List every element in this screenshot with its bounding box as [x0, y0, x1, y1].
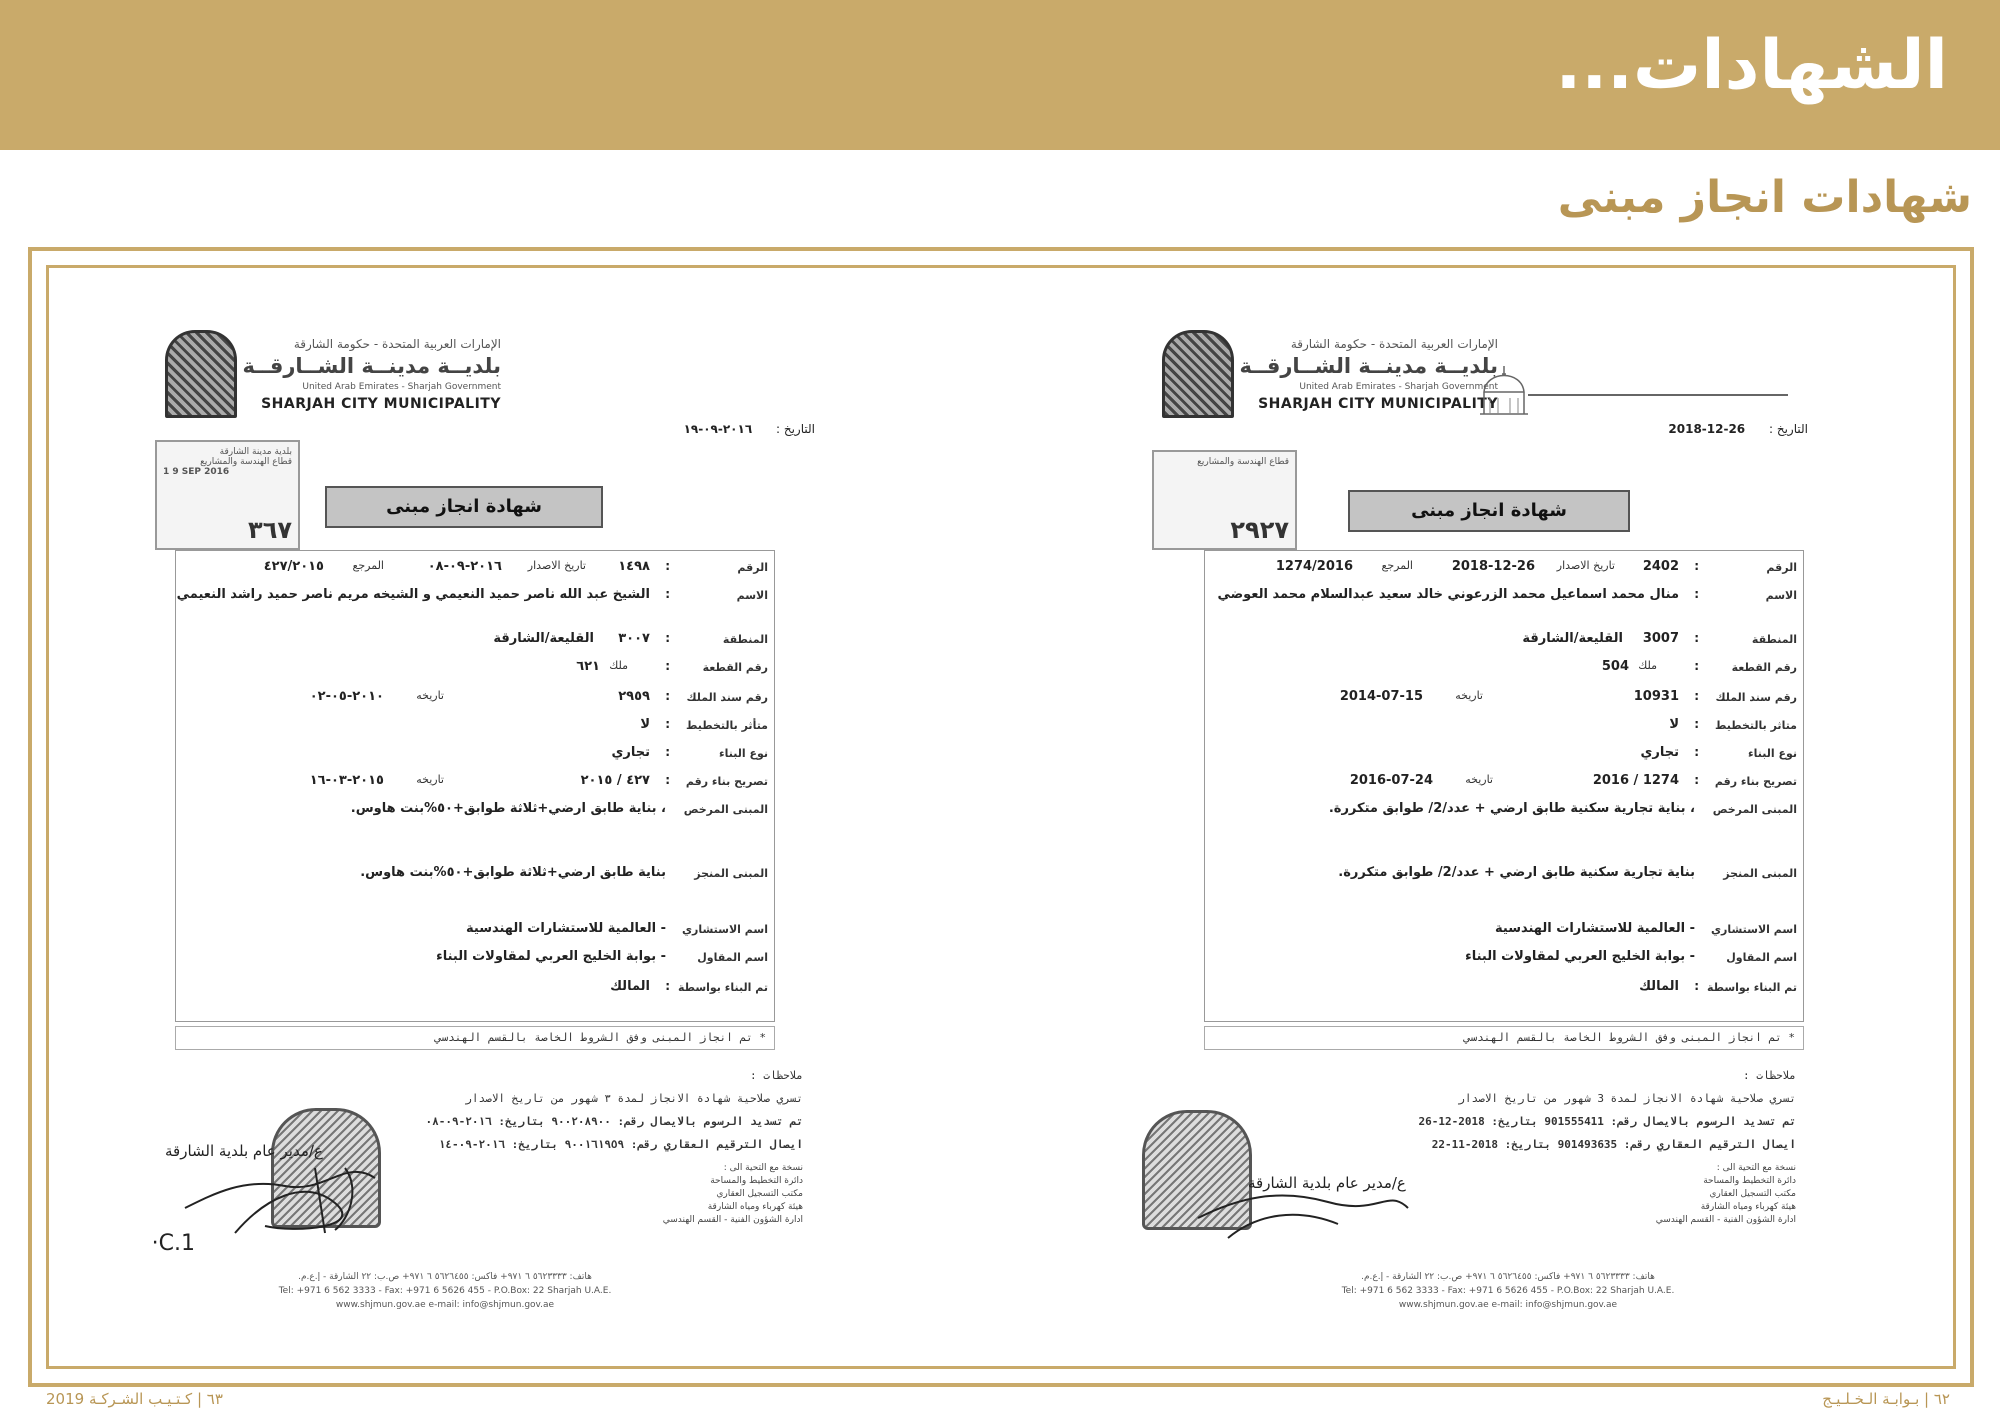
municipality-name-ar: بلديــة مدينــة الشــارقــة — [1239, 354, 1498, 378]
label-licensed: المبنى المرخص — [683, 803, 768, 816]
note-validity: تسري صلاحية شهادة الانجاز لمدة 3 شهور من تاريخ الاصدار — [1458, 1092, 1796, 1105]
value-affected: لا — [640, 717, 650, 732]
copies-item: نسخة مع التحية الى : — [1716, 1163, 1796, 1173]
row-deed — [1203, 689, 1803, 711]
value-plot: 504 — [1601, 659, 1629, 674]
date-row — [1488, 422, 1808, 436]
copies-item: هيئة كهرباء ومياه الشارقة — [707, 1202, 803, 1212]
page-footer-left: ٦٣ | كـتـيـب الشـركـة 2019 — [46, 1390, 223, 1408]
label-area: المنطقة — [722, 633, 768, 646]
colon: : — [665, 745, 670, 759]
colon: : — [1694, 559, 1699, 573]
certificate-details — [1204, 550, 1804, 1022]
label-affected: متأثر بالتخطيط — [685, 719, 768, 732]
row-permit — [1203, 773, 1803, 795]
label-permit-date: تاريخه — [1465, 773, 1493, 786]
value-area-name: القليعة/الشارقة — [1522, 631, 1623, 646]
svg-text:C.1·: C.1· — [151, 1231, 195, 1256]
value-permit-date: 2016-07-24 — [1349, 773, 1433, 788]
notes — [383, 1064, 803, 1156]
stamp-number: ٣٦٧ — [248, 516, 292, 544]
note-fees: تم تسديد الرسوم بالايصال رقم: 901555411 بتاريخ: 2018-12-26 — [1418, 1115, 1796, 1128]
gov-name-ar: الإمارات العربية المتحدة - حكومة الشارقة — [1290, 337, 1498, 351]
label-consultant: اسم الاستشاري — [1710, 923, 1797, 936]
copies-item: نسخة مع التحية الى : — [723, 1163, 803, 1173]
copies-list — [603, 1162, 803, 1227]
colon: : — [665, 979, 670, 993]
copies-item: ادارة الشؤون الفنية - القسم الهندسي — [662, 1215, 803, 1225]
label-deed-date: تاريخه — [416, 689, 444, 702]
label-name: الاسم — [736, 589, 768, 602]
footer-en: Tel: +971 6 562 3333 - Fax: +971 6 5626 455 - P.O.Box: 22 Sharjah U.A.E. — [278, 1286, 612, 1296]
colon: : — [1694, 979, 1699, 993]
value-build-type: تجاري — [611, 745, 650, 760]
copies-item: دائرة التخطيط والمساحة — [710, 1176, 803, 1186]
value-deed-date: 2014-07-15 — [1339, 689, 1423, 704]
gov-name-en: United Arab Emirates - Sharjah Government — [302, 382, 501, 392]
label-permit: تصريح بناء رقم — [685, 775, 768, 788]
copies-item: ادارة الشؤون الفنية - القسم الهندسي — [1655, 1215, 1796, 1225]
label-consultant: اسم الاستشاري — [681, 923, 768, 936]
label-build-type: نوع البناء — [1747, 747, 1797, 760]
value-deed-date: ٢٠١٠-٠٥-٠٢ — [309, 689, 384, 704]
right-page-number: ٦٢ — [1933, 1390, 1950, 1408]
colon: : — [665, 659, 670, 673]
municipality-header — [241, 336, 501, 413]
colon: : — [665, 689, 670, 703]
colon: : — [665, 587, 670, 601]
value-permit: 1274 / 2016 — [1592, 773, 1679, 788]
date-value: ٢٠١٦-٠٩-١٩ — [683, 422, 753, 436]
row-plot — [1203, 659, 1803, 681]
row-build-type — [174, 745, 774, 767]
gov-name-en: United Arab Emirates - Sharjah Government — [1299, 382, 1498, 392]
notes-title: ملاحظات : — [750, 1069, 803, 1082]
municipality-name-en: SHARJAH CITY MUNICIPALITY — [261, 396, 501, 412]
label-issue-date: تاريخ الاصدار — [1556, 559, 1615, 572]
label-plot: رقم القطعة — [1731, 661, 1797, 674]
value-issue-date: 2018-12-26 — [1451, 559, 1535, 574]
stamp-line: قطاع الهندسة والمشاريع — [200, 457, 292, 467]
colon: : — [665, 717, 670, 731]
label-plot: رقم القطعة — [702, 661, 768, 674]
label-area: المنطقة — [1751, 633, 1797, 646]
value-name: الشيخ عبد الله ناصر حميد النعيمي و الشيخه مريم ناصر حميد راشد النعيمي — [176, 587, 650, 602]
label-licensed: المبنى المرخص — [1712, 803, 1797, 816]
municipality-header — [1238, 336, 1498, 413]
copies-item: هيئة كهرباء ومياه الشارقة — [1700, 1202, 1796, 1212]
colon: : — [1694, 717, 1699, 731]
municipality-name-ar: بلديــة مدينــة الشــارقــة — [242, 354, 501, 378]
footer-web: www.shjmun.gov.ae e-mail: info@shjmun.gov.ae — [335, 1300, 555, 1310]
footer-ar: هاتف: ٥٦٢٣٣٣٣ ٦ ٩٧١+ فاكس: ٥٦٢٦٤٥٥ ٦ ٩٧١+ ص.ب: ٢٢ الشارقة - إ.ع.م. — [298, 1272, 592, 1282]
certificate-title: شهادة انجاز مبنى — [325, 486, 603, 528]
copies-item: مكتب التسجيل العقاري — [1709, 1189, 1796, 1199]
conformity-statement: * تم انجاز المبنى وفق الشروط الخاصة بالقسم الهندسي — [1204, 1026, 1804, 1050]
value-issue-date: ٢٠١٦-٠٩-٠٨ — [427, 559, 502, 574]
label-deed: رقم سند الملك — [686, 691, 768, 704]
note-fees: تم تسديد الرسوم بالايصال رقم: ٩٠٠٢٠٨٩٠٠ بتاريخ: ٢٠١٦-٠٩-٠٨ — [425, 1115, 803, 1128]
municipality-name-en: SHARJAH CITY MUNICIPALITY — [1258, 396, 1498, 412]
row-area — [174, 631, 774, 653]
value-built-by: المالك — [1639, 979, 1679, 994]
notes — [1376, 1064, 1796, 1156]
stamp-number: ٢٩٢٧ — [1230, 516, 1289, 544]
value-plot: ٦٢١ — [576, 659, 600, 674]
section-title: شهادات انجاز مبنى — [1557, 172, 1972, 223]
value-area-code: ٣٠٠٧ — [618, 631, 650, 646]
header-banner — [0, 0, 2000, 150]
value-number: 2402 — [1642, 559, 1679, 574]
stamp-line: قطاع الهندسة والمشاريع — [1197, 457, 1289, 467]
label-deed: رقم سند الملك — [1715, 691, 1797, 704]
row-built-by — [1203, 979, 1803, 1001]
row-permit — [174, 773, 774, 795]
dome-icon — [1472, 358, 1536, 420]
note-realestate: ايصال الترقيم العقاري رقم: ٩٠٠١٦١٩٥٩ بتاريخ: ٢٠١٦-٠٩-١٤ — [438, 1138, 803, 1151]
date-row — [495, 422, 815, 436]
value-number: ١٤٩٨ — [618, 559, 650, 574]
value-deed: 10931 — [1633, 689, 1679, 704]
director-title: ع/مدير عام بلدية الشارقة — [165, 1142, 323, 1160]
date-value: 2018-12-26 — [1668, 422, 1746, 436]
row-number — [1203, 559, 1803, 581]
value-area-name: القليعة/الشارقة — [493, 631, 594, 646]
page-title: الشهادات... — [1555, 26, 1948, 105]
colon: : — [1694, 689, 1699, 703]
label-completed: المبنى المنجز — [694, 867, 768, 880]
row-build-type — [1203, 745, 1803, 767]
colon: : — [665, 559, 670, 573]
certificate-2018 — [1168, 318, 1808, 1348]
label-deed-date: تاريخه — [1455, 689, 1483, 702]
label-build-type: نوع البناء — [718, 747, 768, 760]
row-plot — [174, 659, 774, 681]
label-issue-date: تاريخ الاصدار — [527, 559, 586, 572]
value-deed: ٢٩٥٩ — [618, 689, 650, 704]
date-label: التاريخ : — [775, 422, 815, 436]
footer-web: www.shjmun.gov.ae e-mail: info@shjmun.gov.ae — [1398, 1300, 1618, 1310]
signature — [151, 1138, 405, 1258]
label-contractor: اسم المقاول — [1726, 951, 1797, 964]
colon: : — [1694, 773, 1699, 787]
value-build-type: تجاري — [1640, 745, 1679, 760]
row-number — [174, 559, 774, 581]
row-completed — [1203, 865, 1803, 887]
value-completed: بناية تجارية سكنية طابق ارضي + عدد/2/ طوابق متكررة. — [1338, 865, 1695, 880]
header-divider — [1528, 394, 1788, 396]
label-number: الرقم — [737, 561, 768, 574]
value-permit: ٤٢٧ / ٢٠١٥ — [580, 773, 650, 788]
row-licensed — [1203, 801, 1803, 823]
note-realestate: ايصال الترقيم العقاري رقم: 901493635 بتاريخ: 2018-11-22 — [1431, 1138, 1796, 1151]
value-reference: ٤٢٧/٢٠١٥ — [263, 559, 324, 574]
certificate-title: شهادة انجاز مبنى — [1348, 490, 1630, 532]
colon: : — [665, 631, 670, 645]
row-licensed — [174, 801, 774, 823]
label-name: الاسم — [1765, 589, 1797, 602]
row-deed — [174, 689, 774, 711]
label-number: الرقم — [1766, 561, 1797, 574]
value-permit-date: ٢٠١٥-٠٣-١٦ — [309, 773, 384, 788]
colon: : — [1694, 587, 1699, 601]
footer-en: Tel: +971 6 562 3333 - Fax: +971 6 5626 455 - P.O.Box: 22 Sharjah U.A.E. — [1341, 1286, 1675, 1296]
signature — [1188, 1158, 1418, 1278]
value-built-by: المالك — [610, 979, 650, 994]
row-built-by — [174, 979, 774, 1001]
gov-name-ar: الإمارات العربية المتحدة - حكومة الشارقة — [293, 337, 501, 351]
copies-item: دائرة التخطيط والمساحة — [1703, 1176, 1796, 1186]
value-completed: بناية طابق ارضي+ثلاثة طوابق+٥٠%بنت هاوس. — [360, 865, 666, 880]
stamp-line: 1 9 SEP 2016 — [163, 467, 230, 477]
colon: : — [1694, 745, 1699, 759]
stamp-line: بلدية مدينة الشارقة — [219, 447, 292, 457]
copies-list — [1596, 1162, 1796, 1227]
value-affected: لا — [1669, 717, 1679, 732]
date-label: التاريخ : — [1768, 422, 1808, 436]
certificate-2016 — [151, 318, 815, 1348]
value-licensed: ، بناية تجارية سكنية طابق ارضي + عدد/2/ طوابق متكررة. — [1328, 801, 1695, 816]
row-affected — [1203, 717, 1803, 739]
value-contractor: - بوابة الخليج العربي لمقاولات البناء — [1465, 949, 1695, 964]
note-validity: تسري صلاحية شهادة الانجاز لمدة ٣ شهور من تاريخ الاصدار — [465, 1092, 803, 1105]
left-footer-text: كـتـيـب الشـركـة 2019 — [46, 1390, 193, 1408]
colon: : — [1694, 659, 1699, 673]
row-contractor — [1203, 949, 1803, 971]
label-contractor: اسم المقاول — [697, 951, 768, 964]
label-permit: تصريح بناء رقم — [1714, 775, 1797, 788]
copies-item: مكتب التسجيل العقاري — [716, 1189, 803, 1199]
page-footer-right: ٦٢ | بـوابـة الـخـلـيـج — [1822, 1390, 1950, 1408]
row-area — [1203, 631, 1803, 653]
row-consultant — [174, 921, 774, 943]
label-built-by: تم البناء بواسطة — [1706, 981, 1797, 994]
label-reference: المرجع — [352, 559, 384, 572]
value-reference: 1274/2016 — [1275, 559, 1353, 574]
label-reference: المرجع — [1381, 559, 1413, 572]
footer-ar: هاتف: ٥٦٢٣٣٣٣ ٦ ٩٧١+ فاكس: ٥٦٢٦٤٥٥ ٦ ٩٧١+ ص.ب: ٢٢ الشارقة - إ.ع.م. — [1361, 1272, 1655, 1282]
right-footer-text: بـوابـة الـخـلـيـج — [1822, 1390, 1920, 1408]
letterhead-footer — [235, 1270, 655, 1312]
sharjah-municipality-logo — [1162, 330, 1234, 418]
label-built-by: تم البناء بواسطة — [677, 981, 768, 994]
left-page-number: ٦٣ — [206, 1390, 223, 1408]
director-title: ع/مدير عام بلدية الشارقة — [1248, 1174, 1406, 1192]
row-contractor — [174, 949, 774, 971]
value-contractor: - بوابة الخليج العربي لمقاولات البناء — [436, 949, 666, 964]
colon: : — [1694, 631, 1699, 645]
label-permit-date: تاريخه — [416, 773, 444, 786]
row-affected — [174, 717, 774, 739]
letterhead-footer — [1298, 1270, 1718, 1312]
sharjah-municipality-logo — [165, 330, 237, 418]
conformity-statement: * تم انجاز المبنى وفق الشروط الخاصة بالقسم الهندسي — [175, 1026, 775, 1050]
row-consultant — [1203, 921, 1803, 943]
value-consultant: - العالمية للاستشارات الهندسية — [466, 921, 666, 936]
value-name: منال محمد اسماعيل محمد الزرعوني خالد سعيد عبدالسلام محمد العوضي — [1217, 587, 1679, 602]
certificate-details — [175, 550, 775, 1022]
colon: : — [665, 773, 670, 787]
row-name — [1203, 587, 1803, 609]
receipt-stamp — [155, 440, 300, 550]
row-name — [174, 587, 774, 609]
receipt-stamp — [1152, 450, 1297, 550]
value-licensed: ، بناية طابق ارضي+ثلاثة طوابق+٥٠%بنت هاوس. — [350, 801, 666, 816]
value-consultant: - العالمية للاستشارات الهندسية — [1495, 921, 1695, 936]
label-completed: المبنى المنجز — [1723, 867, 1797, 880]
label-affected: متاثر بالتخطيط — [1714, 719, 1797, 732]
value-area-code: 3007 — [1642, 631, 1679, 646]
notes-title: ملاحظات : — [1743, 1069, 1796, 1082]
row-completed — [174, 865, 774, 887]
plot-prefix: ملك — [1638, 659, 1657, 672]
plot-prefix: ملك — [609, 659, 628, 672]
